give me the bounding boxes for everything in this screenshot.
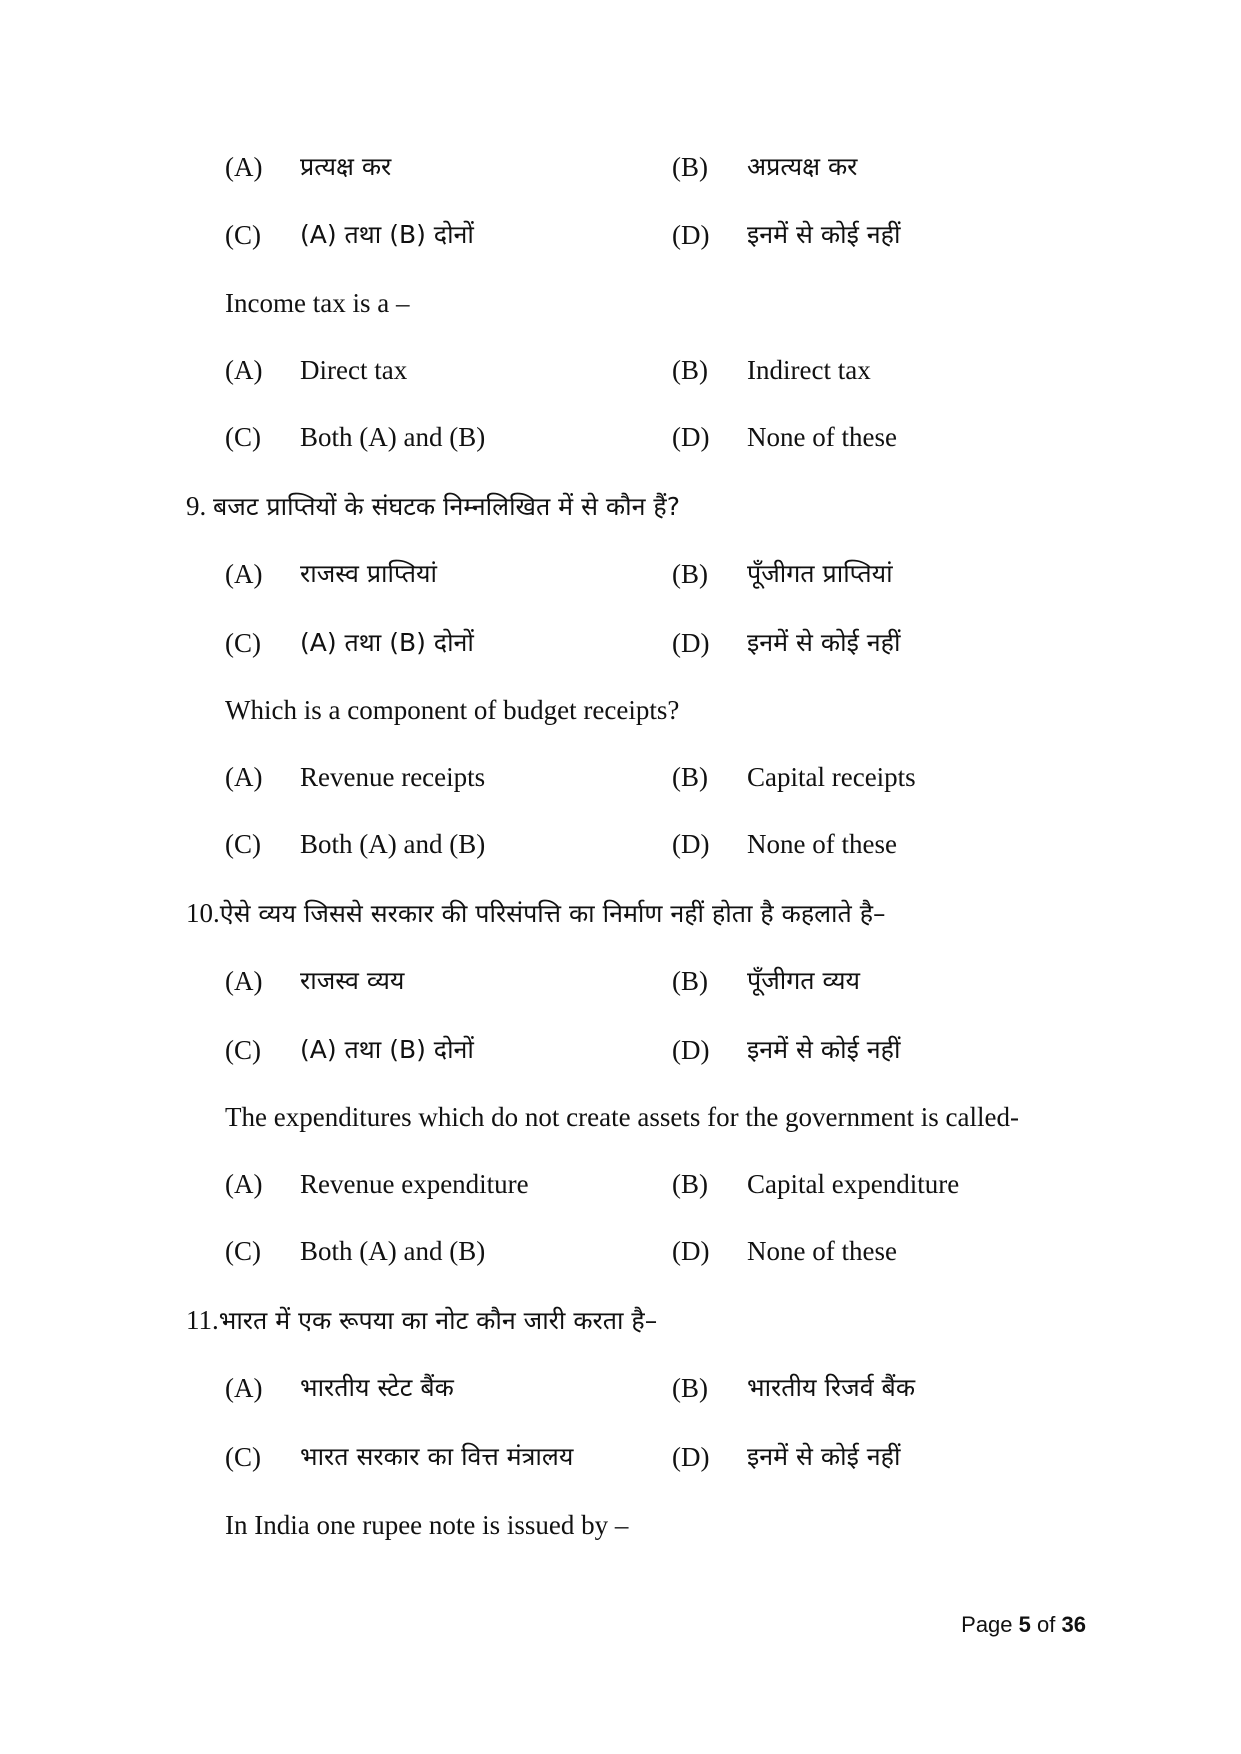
current-page: 5 — [1018, 1612, 1031, 1637]
option-text: Revenue receipts — [300, 762, 486, 792]
option-text: (A) तथा (B) दोनों — [300, 1035, 474, 1064]
option-text: None of these — [747, 829, 897, 859]
option-tag: (D) — [672, 220, 710, 250]
option-tag: (B) — [672, 559, 708, 589]
option-text: भारतीय रिजर्व बैंक — [747, 1373, 916, 1402]
option-tag: (B) — [672, 1169, 708, 1199]
option-tag: (B) — [672, 355, 708, 385]
option-tag: (A) — [225, 152, 263, 182]
option-text: राजस्व प्राप्तियां — [300, 559, 437, 588]
option-tag: (D) — [672, 628, 710, 658]
option-tag: (C) — [225, 422, 261, 452]
option-text: प्रत्यक्ष कर — [300, 152, 392, 181]
option-text: पूँजीगत व्यय — [747, 966, 861, 995]
option-text: Both (A) and (B) — [300, 829, 486, 859]
option-row — [0, 1234, 1241, 1274]
option-text: Both (A) and (B) — [300, 1236, 486, 1266]
option-tag: (C) — [225, 1035, 261, 1065]
option-text: (A) तथा (B) दोनों — [300, 220, 474, 249]
option-row — [0, 1440, 1241, 1480]
option-tag: (A) — [225, 1169, 263, 1199]
option-tag: (A) — [225, 762, 263, 792]
option-tag: (D) — [672, 1442, 710, 1472]
option-text: भारतीय स्टेट बैंक — [300, 1373, 454, 1402]
option-text: Revenue expenditure — [300, 1169, 529, 1199]
question-number: 10. — [186, 898, 220, 928]
question-number: 11. — [186, 1305, 219, 1335]
option-text: Capital receipts — [747, 762, 916, 792]
option-text: Indirect tax — [747, 355, 871, 385]
english-question: The expenditures which do not create assets for the government is called- — [225, 1102, 1019, 1132]
english-question: Income tax is a – — [225, 288, 410, 318]
option-text: इनमें से कोई नहीं — [747, 220, 901, 249]
option-row — [0, 150, 1241, 190]
option-tag: (B) — [672, 762, 708, 792]
option-tag: (A) — [225, 966, 263, 996]
option-tag: (A) — [225, 559, 263, 589]
option-text: राजस्व व्यय — [300, 966, 405, 995]
option-tag: (C) — [225, 628, 261, 658]
english-question: Which is a component of budget receipts? — [225, 695, 680, 725]
hindi-question: ऐसे व्यय जिससे सरकार की परिसंपत्ति का निर्माण नहीं होता है कहलाते है– — [219, 899, 886, 928]
hindi-question: बजट प्राप्तियों के संघटक निम्नलिखित में से कौन हैं? — [213, 492, 680, 521]
total-pages: 36 — [1061, 1612, 1086, 1637]
option-text: पूँजीगत प्राप्तियां — [747, 559, 893, 588]
option-text: भारत सरकार का वित्त मंत्रालय — [300, 1442, 574, 1471]
option-row — [0, 420, 1241, 460]
option-text: Capital expenditure — [747, 1169, 960, 1199]
option-text: Both (A) and (B) — [300, 422, 486, 452]
question-9 — [186, 489, 680, 524]
option-tag: (C) — [225, 829, 261, 859]
option-text: इनमें से कोई नहीं — [747, 1442, 901, 1471]
hindi-question: भारत में एक रूपया का नोट कौन जारी करता है– — [218, 1306, 658, 1335]
option-tag: (B) — [672, 966, 708, 996]
option-tag: (B) — [672, 1373, 708, 1403]
option-tag: (D) — [672, 829, 710, 859]
option-row — [0, 1167, 1241, 1207]
page-number — [961, 1612, 1086, 1638]
option-row — [0, 1371, 1241, 1411]
option-text: None of these — [747, 422, 897, 452]
question-number: 9. — [186, 491, 207, 521]
option-text: Direct tax — [300, 355, 408, 385]
option-tag: (A) — [225, 1373, 263, 1403]
option-tag: (A) — [225, 355, 263, 385]
page-prefix: Page — [961, 1612, 1013, 1637]
option-tag: (B) — [672, 152, 708, 182]
option-row — [0, 557, 1241, 597]
question-11 — [186, 1303, 657, 1338]
option-row — [0, 964, 1241, 1004]
option-row — [0, 1033, 1241, 1073]
question-10 — [186, 896, 886, 931]
option-row — [0, 760, 1241, 800]
option-tag: (C) — [225, 220, 261, 250]
option-row — [0, 827, 1241, 867]
option-text: None of these — [747, 1236, 897, 1266]
option-text: (A) तथा (B) दोनों — [300, 628, 474, 657]
option-tag: (D) — [672, 1236, 710, 1266]
option-row — [0, 353, 1241, 393]
option-tag: (D) — [672, 422, 710, 452]
english-question: In India one rupee note is issued by – — [225, 1510, 629, 1540]
option-text: इनमें से कोई नहीं — [747, 1035, 901, 1064]
option-row — [0, 626, 1241, 666]
option-text: इनमें से कोई नहीं — [747, 628, 901, 657]
option-tag: (D) — [672, 1035, 710, 1065]
option-text: अप्रत्यक्ष कर — [747, 152, 858, 181]
page-of: of — [1037, 1612, 1056, 1637]
option-row — [0, 218, 1241, 258]
option-tag: (C) — [225, 1236, 261, 1266]
option-tag: (C) — [225, 1442, 261, 1472]
